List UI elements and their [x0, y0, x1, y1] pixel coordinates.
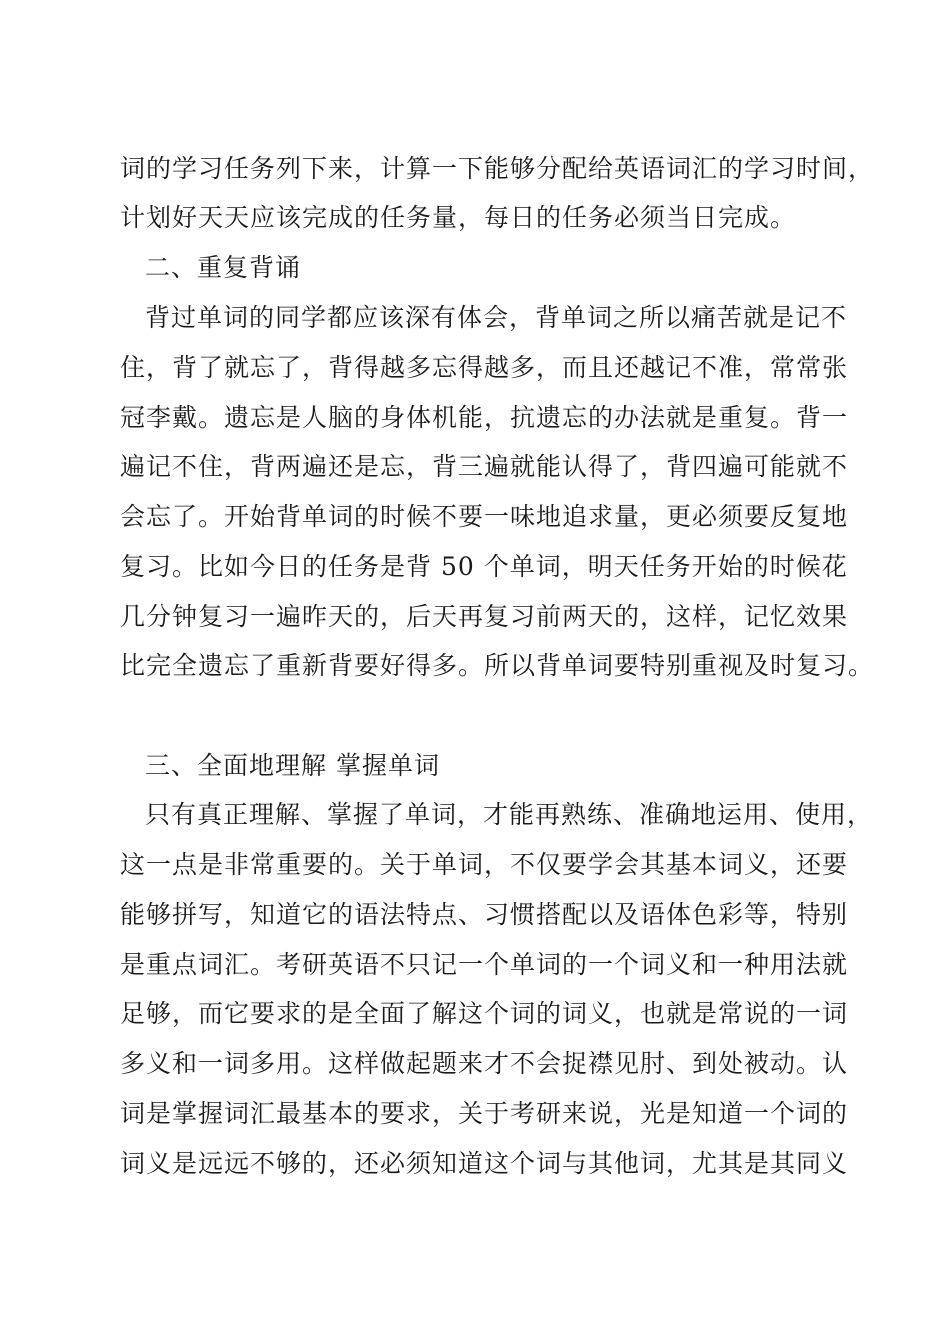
body-text-line: 能够拼写，知道它的语法特点、习惯搭配以及语体色彩等，特别 — [120, 900, 849, 929]
body-text-line: 这一点是非常重要的。关于单词，不仅要学会其基本词义，还要 — [120, 850, 849, 879]
body-text-line: 会忘了。开始背单词的时候不要一味地追求量，更必须要反复地 — [120, 502, 849, 531]
section-heading: 三、全面地理解 掌握单词 — [145, 751, 440, 780]
body-text-line: 计划好天天应该完成的任务量，每日的任务必须当日完成。 — [120, 203, 797, 232]
body-text-line: 词的学习任务列下来，计算一下能够分配给英语词汇的学习时间， — [120, 154, 875, 183]
body-text-line: 冠李戴。遗忘是人脑的身体机能，抗遗忘的办法就是重复。背一 — [120, 403, 849, 432]
paragraph-first-line: 只有真正理解、掌握了单词，才能再熟练、准确地运用、使用， — [145, 800, 874, 829]
paragraph-first-line: 背过单词的同学都应该深有体会，背单词之所以痛苦就是记不 — [145, 303, 848, 332]
body-text-line: 住，背了就忘了，背得越多忘得越多，而且还越记不准，常常张 — [120, 353, 849, 382]
body-text-line: 是重点词汇。考研英语不只记一个单词的一个词义和一种用法就 — [120, 950, 849, 979]
body-text-line: 词义是远远不够的，还必须知道这个词与其他词，尤其是其同义 — [120, 1149, 849, 1178]
body-text-line: 几分钟复习一遍昨天的，后天再复习前两天的，这样，记忆效果 — [120, 602, 849, 631]
body-text-line: 多义和一词多用。这样做起题来才不会捉襟见肘、到处被动。认 — [120, 1049, 849, 1078]
body-text-line: 足够，而它要求的是全面了解这个词的词义，也就是常说的一词 — [120, 999, 849, 1028]
body-text-line: 遍记不住，背两遍还是忘，背三遍就能认得了，背四遍可能就不 — [120, 452, 849, 481]
body-text-line: 比完全遗忘了重新背要好得多。所以背单词要特别重视及时复习。 — [120, 651, 875, 680]
section-heading: 二、重复背诵 — [145, 253, 302, 282]
body-text-line: 词是掌握词汇最基本的要求，关于考研来说，光是知道一个词的 — [120, 1099, 849, 1128]
body-text-line: 复习。比如今日的任务是背 50 个单词，明天任务开始的时候花 — [120, 552, 848, 581]
